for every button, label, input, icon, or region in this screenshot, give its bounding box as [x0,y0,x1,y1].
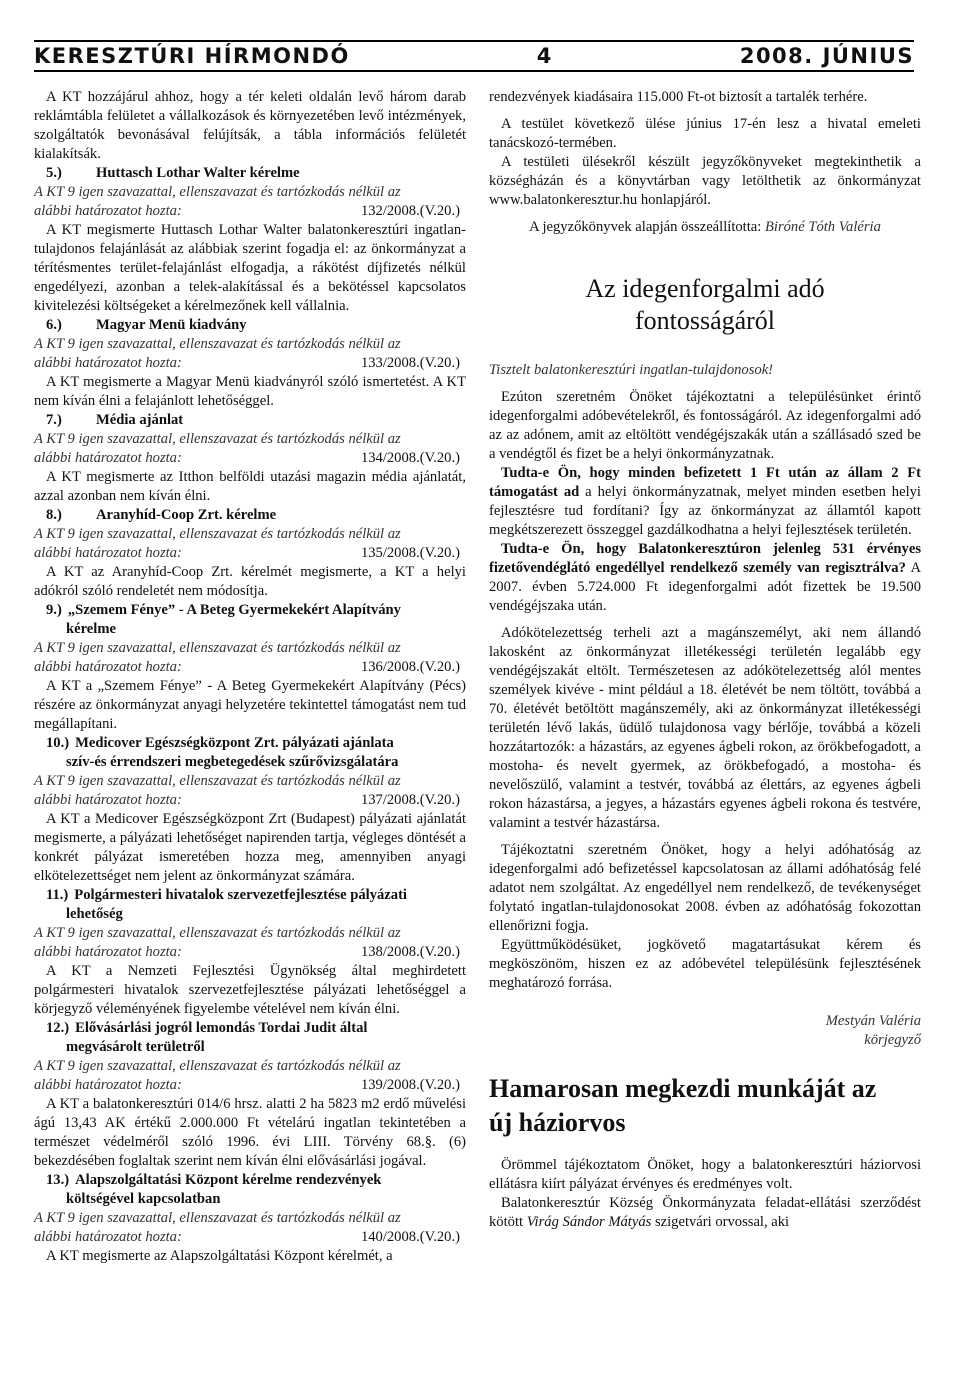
continuation-text: rendezvények kiadásaira 115.000 Ft-ot biztosít a tartalék terhére. [489,89,868,105]
vote-statement-end: alábbi határozatot hozta: [34,450,182,466]
paragraph: Adókötelezettség terheli azt a magánszemélyt, aki nem állandó lakosként az önkormányzat illetékességi területén legalább egy vendégéjszakát eltölt. Természetesen az adókötelezettség alól mentes személyek kivéve - mint például a 18. életévét be nem töltött, továbbá a 70. életévét betöltött magánszemély, aki az önkormányzat illetékességi területén lévő lakás, üdülő tulajdonosa vagy bérlője, továbbá a közeli hozzátartozók: a házastárs, az egyenes ágbeli rokon, az örökbefogadott, a mostoha- és nevelt gyermek, az örökbefogadó, a mostoha- és nevelőszülő, valamint a testvér, továbbá az élettárs, az egyenes ágbeli rokon házastársa, a jegyes, a házastárs egyenes ágbeli rokona és testvére, valamint a testvér házastársa. [489,625,921,831]
resolution-title: Alapszolgáltatási Központ kérelme rendezvények [75,1172,382,1188]
resolution-title: Magyar Menü kiadvány [96,317,247,333]
resolution-number: 8.) [46,507,62,523]
resolution-number: 7.) [46,412,62,428]
resolution-text: A KT megismerte az Alapszolgáltatási Központ kérelmét, a [46,1248,393,1264]
article-title-line: új háziorvos [489,1108,626,1137]
bold-text: Tudta-e Ön, hogy minden befizetett 1 Ft után az állam 2 Ft támogatást ad [489,465,921,500]
resolution-id: 136/2008.(V.20.) [360,659,460,675]
resolution-id: 133/2008.(V.20.) [360,355,460,371]
resolution-text: A KT megismerte a Magyar Menü kiadványról szóló ismertetést. A KT nem kíván élni a felajánlott lehetőséggel. [34,374,466,409]
resolution-heading [34,886,466,924]
resolution-number: 9.) [46,602,62,618]
resolution-line [34,354,466,373]
vote-statement: A KT 9 igen szavazattal, ellenszavazat és tartózkodás nélkül az [34,1210,401,1226]
resolution-id: 134/2008.(V.20.) [360,450,460,466]
vote-statement-end: alábbi határozatot hozta: [34,944,182,960]
vote-statement-end: alábbi határozatot hozta: [34,1229,182,1245]
resolution-number: 12.) [46,1020,70,1036]
compiled-by [489,218,921,237]
vote-statement: A KT 9 igen szavazattal, ellenszavazat és tartózkodás nélkül az [34,1058,401,1074]
resolution-number: 13.) [46,1172,70,1188]
paragraph [489,540,921,616]
resolution-title: Aranyhíd-Coop Zrt. kérelme [96,507,277,523]
vote-statement-end: alábbi határozatot hozta: [34,545,182,561]
resolution-title-continued: szív-és érrendszeri megbetegedések szűrővizsgálatára [66,754,399,770]
resolution-title: Polgármesteri hivatalok szervezetfejlesztése pályázati [74,887,407,903]
article-title-line: fontosságáról [634,306,776,335]
paragraph: Ezúton szeretném Önöket tájékoztatni a településünket érintő idegenforgalmi adóbevételekről, és fontosságáról. Az idegenforgalmi adó az az adónem, amit az eltöltött vendégéjszakák után a szállásadó szed be a vendégtől és fizet be a helyi önkormányzatnak. [489,389,921,462]
paragraph [489,464,921,540]
next-meeting-text: A testület következő ülése június 17-én lesz a hivatal emeleti tanácskozó-termében. [489,116,921,151]
paragraph: Tájékoztatni szeretném Önöket, hogy a helyi adóhatóság az idegenforgalmi adó befizetéssel kapcsolatosan az állami adóhatóság felé adatot nem szolgáltat. Az engedéllyel nem rendelkező, de tevékenységet folytató ingatlan-tulajdonosokat 2008. évben az adóhatóság fokozottan ellenőrizni fogja. [489,842,921,934]
resolution-title-continued: megvásárolt területről [66,1039,205,1055]
resolution-heading [34,506,466,525]
article-title-line: Hamarosan megkezdi munkáját az [489,1074,877,1103]
vote-statement-end: alábbi határozatot hozta: [34,355,182,371]
resolution-line [34,1228,466,1247]
resolution-text: A KT a Nemzeti Fejlesztési Ügynökség által meghirdetett polgármesteri hivatalok szervezetfejlesztése pályázati lehetőséggel a körjegyző véleményének figyelembe vételével nem kíván élni. [34,963,466,1017]
doctor-name: Virág Sándor Mátyás [526,1214,652,1230]
vote-statement-end: alábbi határozatot hozta: [34,792,182,808]
resolution-title: Elővásárlási jogról lemondás Tordai Judit által [75,1020,368,1036]
issue-date: 2008. JÚNIUS [739,44,914,68]
bold-text: Tudta-e Ön, hogy Balatonkeresztúron jelenleg 531 érvényes fizetővendéglátó engedéllyel rendelkező személy van regisztrálva? [489,541,921,576]
resolution-text: A KT a balatonkeresztúri 014/6 hrsz. alatti 2 ha 5823 m2 erdő művelési ágú 13,43 AK értékű 2.000.000 Ft vételárú ingatlan tekintetében a természet védelméről szóló 1996. évi LIII. Törvény 68.§. (6) bekezdésében foglaltak szerint nem kíván élni elővásárlási jogával. [34,1096,466,1169]
resolution-text: A KT megismerte az Itthon belföldi utazási magazin média ajánlatát, azzal azonban nem kíván élni. [34,469,466,504]
vote-statement: A KT 9 igen szavazattal, ellenszavazat és tartózkodás nélkül az [34,431,401,447]
resolution-text: A KT az Aranyhíd-Coop Zrt. kérelmét megismerte, a KT a helyi adókról szóló rendeletét nem módosítja. [34,564,466,599]
paragraph-text: szigetvári orvossal, aki [654,1214,790,1230]
resolution-id: 139/2008.(V.20.) [360,1077,460,1093]
paragraph: Együttműködésüket, jogkövető magatartásukat kérem és megköszönöm, hiszen ez az adóbevétel településünk fejlesztésének meghatározó forrása. [489,937,921,991]
resolution-id: 137/2008.(V.20.) [360,792,460,808]
resolution-title-continued: kérelme [66,621,116,637]
vote-statement: A KT 9 igen szavazattal, ellenszavazat és tartózkodás nélkül az [34,526,401,542]
resolution-id: 138/2008.(V.20.) [360,944,460,960]
resolution-line [34,1076,466,1095]
resolution-heading [34,411,466,430]
resolution-id: 140/2008.(V.20.) [360,1229,460,1245]
resolution-title-continued: költségével kapcsolatban [66,1191,221,1207]
signature-name: Mestyán Valéria [825,1013,921,1029]
resolution-number: 10.) [46,735,70,751]
resolution-heading [34,601,466,639]
resolution-line [34,943,466,962]
resolution-heading [34,1171,466,1209]
paragraph: Örömmel tájékoztatom Önöket, hogy a balatonkeresztúri háziorvosi ellátásra kiírt pályázat érvényes és eredményes volt. [489,1157,921,1192]
resolution-heading [34,1019,466,1057]
resolution-text: A KT a „Szemem Fénye” - A Beteg Gyermekekért Alapítvány (Pécs) részére az önkormányzat anyagi helyzetére tekintettel támogatást nem tud megállapítani. [34,678,466,732]
vote-statement: A KT 9 igen szavazattal, ellenszavazat és tartózkodás nélkül az [34,925,401,941]
compiled-by-label: A jegyzőkönyvek alapján összeállította: [529,219,762,235]
compiled-by-name: Biróné Tóth Valéria [764,219,881,235]
publication-title: KERESZTÚRI HÍRMONDÓ [34,44,350,68]
vote-statement-end: alábbi határozatot hozta: [34,203,182,219]
minutes-text: A testületi ülésekről készült jegyzőkönyveket megtekinthetik a községházán és a könyvtárban vagy letölthetik az önkormányzat www.balatonkeresztur.hu honlapjáról. [489,154,921,208]
resolution-title: Média ajánlat [96,412,184,428]
article-title-line: Az idegenforgalmi adó [585,274,825,303]
resolution-heading [34,734,466,772]
paragraph [489,1194,921,1232]
resolution-title: „Szemem Fénye” - A Beteg Gyermekekért Alapítvány [67,602,401,618]
resolution-list [34,164,466,1266]
resolution-title: Huttasch Lothar Walter kérelme [96,165,300,181]
resolution-title-continued: lehetőség [66,906,123,922]
resolution-heading [34,164,466,183]
vote-statement: A KT 9 igen szavazattal, ellenszavazat és tartózkodás nélkül az [34,640,401,656]
article-title-new-doctor [489,1072,921,1140]
page-header [34,40,914,72]
paragraph-text: A 2007. évben 5.724.000 Ft idegenforgalmi adót fizettek be 19.500 vendégéjszaka után. [489,560,921,614]
resolution-title: Medicover Egészségközpont Zrt. pályázati ajánlata [75,735,394,751]
resolution-number: 5.) [46,165,62,181]
paragraph-text: a helyi önkormányzatnak, melyet minden esetben helyi fejlesztésre tud fordítani? Így az önkormányzat az államtól kapott megkétszerezett összeggel gazdálkodhatna a helyi fejlesztések területén. [489,484,921,538]
resolution-line [34,544,466,563]
resolution-number: 6.) [46,317,62,333]
right-column [489,88,921,1232]
resolution-id: 135/2008.(V.20.) [360,545,460,561]
vote-statement: A KT 9 igen szavazattal, ellenszavazat és tartózkodás nélkül az [34,773,401,789]
left-column [34,88,466,1266]
resolution-heading [34,316,466,335]
intro-paragraph: A KT hozzájárul ahhoz, hogy a tér keleti oldalán levő három darab reklámtábla felületet a vállalkozások és környezetében levő intézmények, szolgáltatók bevonásával felújítsák, a tábla információs felületét kialakítsák. [34,89,466,162]
resolution-number: 11.) [46,887,69,903]
vote-statement: A KT 9 igen szavazattal, ellenszavazat és tartózkodás nélkül az [34,184,401,200]
page-number: 4 [536,44,553,68]
greeting: Tisztelt balatonkeresztúri ingatlan-tulajdonosok! [489,362,774,378]
resolution-line [34,791,466,810]
vote-statement: A KT 9 igen szavazattal, ellenszavazat és tartózkodás nélkül az [34,336,401,352]
resolution-text: A KT megismerte Huttasch Lothar Walter balatonkeresztúri ingatlan-tulajdonos felajánlását az alábbiak szerint fogadja el: az önkormányzat a térítésmentes terület-felajánlást elfogadja, a rákötést díjfizetés nélkül engedélyezi, azonban a telek-alakítással és a bekötéssel kapcsolatos kivitelezési költségeket a kérelmezőnek kell vállalnia. [34,222,466,314]
resolution-id: 132/2008.(V.20.) [360,203,460,219]
resolution-line [34,449,466,468]
vote-statement-end: alábbi határozatot hozta: [34,659,182,675]
signature-role: körjegyző [864,1032,921,1048]
article-title-tourism-tax [489,273,921,337]
resolution-line [34,658,466,677]
vote-statement-end: alábbi határozatot hozta: [34,1077,182,1093]
resolution-text: A KT a Medicover Egészségközpont Zrt (Budapest) pályázati ajánlatát megismerte, a pályázati lehetőséget napirenden tartja, végleges döntését a konkrét pályázat ismeretében hozza meg, amennyiben anyagi elkötelezettséget nem jelent az önkormányzat számára. [34,811,466,884]
resolution-line [34,202,466,221]
paragraph-text: Balatonkeresztúr Község Önkormányzata feladat-ellátási szerződést kötött [489,1195,921,1230]
